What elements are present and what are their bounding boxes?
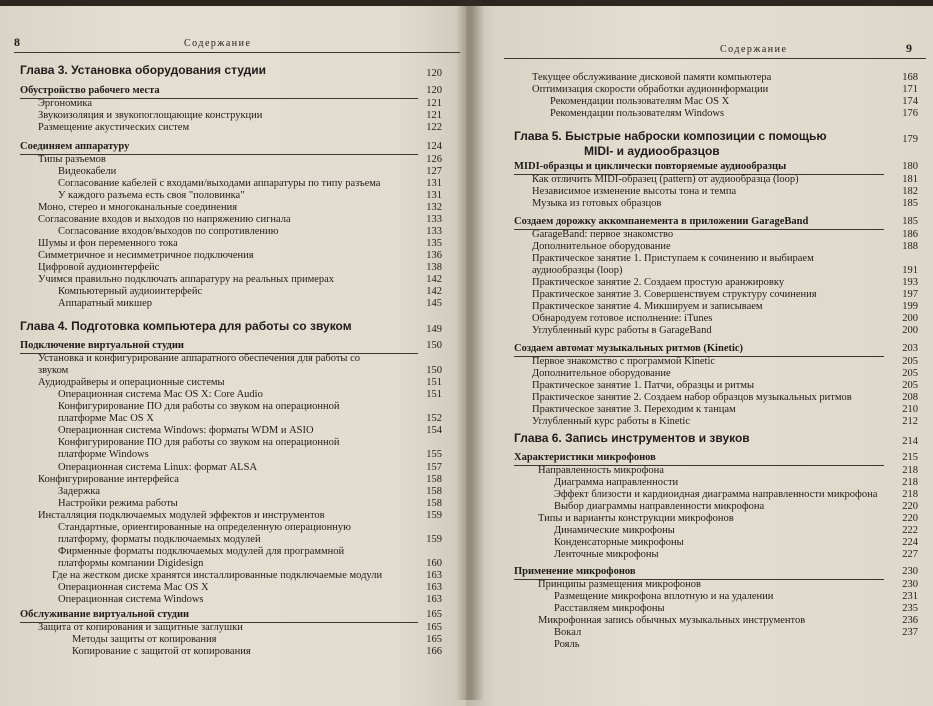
toc-item-title: Стандартные, ориентированные на определенную операционную: [58, 522, 351, 533]
toc-section-title: Создаем автомат музыкальных ритмов (Kinetic): [514, 343, 744, 354]
toc-page-number: 122: [426, 122, 442, 133]
toc-page-number: 176: [902, 108, 918, 119]
toc-item-title: Конфигурирование ПО для работы со звуком на операционной: [58, 437, 340, 448]
toc-page-number: 149: [426, 324, 442, 335]
toc-item-title: Практическое занятие 3. Переходим к танцам: [532, 404, 736, 415]
toc-page-number: 185: [902, 216, 918, 227]
toc-item-title: Диаграмма направленности: [554, 477, 679, 488]
toc-item-title: платформу, форматы подключаемых модулей: [58, 534, 261, 545]
toc-item-title: Конфигурирование интерфейса: [38, 474, 179, 485]
toc-item-title: Практическое занятие 2. Создаем простую аранжировку: [532, 277, 785, 288]
toc-page-number: 230: [902, 579, 918, 590]
toc-item-title: Динамические микрофоны: [554, 525, 675, 536]
toc-item-title: Операционная система Windows: форматы WDM и ASIO: [58, 425, 314, 436]
toc-item-title: Методы защиты от копирования: [72, 634, 217, 645]
toc-page-number: 158: [426, 486, 442, 497]
toc-item-title: Микрофонная запись обычных музыкальных инструментов: [538, 615, 806, 626]
toc-page-number: 220: [902, 513, 918, 524]
toc-item-title: Эргономика: [38, 98, 93, 109]
toc-page-number: 126: [426, 154, 442, 165]
toc-item-title: Практическое занятие 4. Микшируем и записываем: [532, 301, 763, 312]
toc-page-number: 133: [426, 226, 442, 237]
toc-item-title: Согласование входов/выходов по сопротивлению: [58, 226, 279, 237]
toc-page-number: 120: [426, 68, 442, 79]
toc-item-title: Где на жестком диске хранятся инсталлированные подключаемые модули: [52, 570, 383, 581]
page-number: 8: [14, 35, 20, 49]
toc-page-number: 181: [902, 174, 918, 185]
toc-item-title: Операционная система Mac OS X: [58, 582, 209, 593]
toc-page-number: 200: [902, 313, 918, 324]
toc-item-title: Размещение акустических систем: [38, 122, 190, 133]
toc-item-title: Дополнительное оборудование: [532, 368, 671, 379]
toc-page-number: 124: [426, 141, 442, 152]
toc-page-number: 145: [426, 298, 442, 309]
toc-item-title: Направленность микрофона: [538, 465, 664, 476]
toc-page-number: 205: [902, 380, 918, 391]
toc-page-number: 197: [902, 289, 918, 300]
toc-item-title: Аппаратный микшер: [58, 298, 152, 309]
toc-page-number: 237: [902, 627, 918, 638]
toc-page-number: 165: [426, 609, 442, 620]
toc-item-title: звуком: [38, 365, 69, 376]
toc-item-title: Операционная система Windows: [58, 594, 204, 605]
toc-page-number: 142: [426, 286, 442, 297]
toc-item-title: Цифровой аудиоинтерфейс: [38, 262, 160, 273]
toc-item-title: Звукоизоляция и звукопоглощающие конструкции: [38, 110, 263, 121]
toc-page-number: 135: [426, 238, 442, 249]
toc-page-number: 215: [902, 452, 918, 463]
toc-page-number: 138: [426, 262, 442, 273]
toc-page-number: 132: [426, 202, 442, 213]
toc-item-title: Компьютерный аудиоинтерфейс: [58, 286, 203, 297]
toc-page-number: 218: [902, 477, 918, 488]
toc-page-number: 193: [902, 277, 918, 288]
toc-page-number: 200: [902, 325, 918, 336]
toc-item-title: Рояль: [554, 639, 580, 650]
toc-page-number: 121: [426, 98, 442, 109]
toc-item-title: Моно, стерео и многоканальные соединения: [38, 202, 238, 213]
toc-page-number: 160: [426, 558, 442, 569]
toc-item-title: аудиообразцы (loop): [532, 265, 623, 276]
toc-item-title: Практическое занятие 1. Приступаем к сочинению и выбираем: [532, 253, 814, 264]
toc-page-number: 142: [426, 274, 442, 285]
toc-page-number: 157: [426, 462, 442, 473]
toc-page-number: 205: [902, 368, 918, 379]
toc-page-number: 158: [426, 474, 442, 485]
toc-page-number: 163: [426, 582, 442, 593]
toc-page-number: 133: [426, 214, 442, 225]
toc-page-number: 236: [902, 615, 918, 626]
running-header: Содержание: [720, 44, 788, 55]
toc-item-title: Копирование с защитой от копирования: [72, 646, 251, 657]
toc-page-number: 131: [426, 178, 442, 189]
toc-page-number: 185: [902, 198, 918, 209]
toc-item-title: Практическое занятие 2. Создаем набор образцов музыкальных ритмов: [532, 392, 852, 403]
toc-page-number: 165: [426, 634, 442, 645]
toc-item-title: платформе Windows: [58, 449, 149, 460]
toc-item-title: Дополнительное оборудование: [532, 241, 671, 252]
toc-page-number: 220: [902, 501, 918, 512]
toc-page-number: 131: [426, 190, 442, 201]
toc-page-number: 168: [902, 72, 918, 83]
toc-item-title: Практическое занятие 1. Патчи, образцы и ритмы: [532, 380, 755, 391]
toc-item-title: Защита от копирования и защитные заглушки: [38, 622, 243, 633]
toc-page-number: 191: [902, 265, 918, 276]
toc-page-number: 166: [426, 646, 442, 657]
toc-section-title: Создаем дорожку аккомпанемента в приложении GarageBand: [514, 216, 809, 227]
toc-item-title: Инсталляция подключаемых модулей эффектов и инструментов: [38, 510, 325, 521]
toc-page-number: 205: [902, 356, 918, 367]
toc-page-number: 186: [902, 229, 918, 240]
toc-item-title: Конфигурирование ПО для работы со звуком на операционной: [58, 401, 340, 412]
toc-item-title: Аудиодрайверы и операционные системы: [38, 377, 225, 388]
toc-page-number: 210: [902, 404, 918, 415]
toc-item-title: Рекомендации пользователям Windows: [550, 108, 725, 119]
toc-item-title: Установка и конфигурирование аппаратного обеспечения для работы со: [38, 353, 361, 364]
toc-item-title: Настройки режима работы: [58, 498, 178, 509]
toc-page-number: 171: [902, 84, 918, 95]
toc-item-title: платформы компании Digidesign: [58, 558, 204, 569]
toc-item-title: Музыка из готовых образцов: [532, 198, 662, 209]
toc-item-title: Шумы и фон переменного тока: [38, 238, 178, 249]
toc-page-number: 203: [902, 343, 918, 354]
toc-item-title: Симметричное и несимметричное подключения: [38, 250, 254, 261]
toc-item-title: Выбор диаграммы направленности микрофона: [554, 501, 765, 512]
toc-section-title: Применение микрофонов: [514, 566, 636, 577]
toc-page-number: 127: [426, 166, 442, 177]
toc-item-title: платформе Mac OS X: [58, 413, 154, 424]
toc-chapter-title: Глава 4. Подготовка компьютера для работы со звуком: [20, 319, 352, 333]
toc-page-number: 150: [426, 365, 442, 376]
toc-page-number: 235: [902, 603, 918, 614]
toc-page-number: 151: [426, 377, 442, 388]
toc-item-title: Типы разъемов: [38, 154, 106, 165]
left-page: [0, 6, 466, 706]
toc-page-number: 218: [902, 489, 918, 500]
toc-page-number: 230: [902, 566, 918, 577]
toc-page-number: 120: [426, 85, 442, 96]
toc-item-title: Текущее обслуживание дисковой памяти компьютера: [532, 72, 772, 83]
toc-chapter-title: MIDI- и аудиообразцов: [584, 144, 720, 158]
toc-page-number: 155: [426, 449, 442, 460]
toc-section-title: Характеристики микрофонов: [514, 452, 656, 463]
toc-page-number: 159: [426, 510, 442, 521]
toc-item-title: Углубленный курс работы в GarageBand: [532, 325, 712, 336]
toc-section-title: MIDI-образцы и циклически повторяемые аудиообразцы: [514, 161, 787, 172]
toc-item-title: Практическое занятие 3. Совершенствуем структуру сочинения: [532, 289, 817, 300]
toc-page-number: 150: [426, 340, 442, 351]
toc-page-number: 154: [426, 425, 442, 436]
toc-item-title: Оптимизация скорости обработки аудиоинформации: [532, 84, 769, 95]
toc-section-title: Подключение виртуальной студии: [20, 340, 184, 351]
toc-page-number: 182: [902, 186, 918, 197]
toc-item-title: Задержка: [58, 486, 101, 497]
toc-page-number: 152: [426, 413, 442, 424]
toc-item-title: GarageBand: первое знакомство: [532, 229, 674, 240]
toc-page-number: 224: [902, 537, 918, 548]
header-rule: [504, 58, 926, 59]
toc-section-title: Соединяем аппаратуру: [20, 141, 130, 152]
toc-item-title: Видеокабели: [58, 166, 117, 177]
toc-item-title: Углубленный курс работы в Kinetic: [532, 416, 691, 427]
toc-item-title: Операционная система Linux: формат ALSA: [58, 462, 258, 473]
toc-page-number: 227: [902, 549, 918, 560]
toc-item-title: Фирменные форматы подключаемых модулей для программной: [58, 546, 345, 557]
toc-item-title: Согласование кабелей с входами/выходами аппаратуры по типу разъема: [58, 178, 381, 189]
toc-item-title: Независимое изменение высоты тона и темпа: [532, 186, 737, 197]
toc-page-number: 163: [426, 594, 442, 605]
toc-page-number: 214: [902, 436, 918, 447]
toc-item-title: Принципы размещения микрофонов: [538, 579, 702, 590]
toc-section-title: Обустройство рабочего места: [20, 85, 160, 96]
toc-item-title: Типы и варианты конструкции микрофонов: [538, 513, 734, 524]
toc-page-number: 151: [426, 389, 442, 400]
toc-chapter-title: Глава 3. Установка оборудования студии: [20, 63, 266, 77]
toc-page-number: 165: [426, 622, 442, 633]
toc-page-number: 158: [426, 498, 442, 509]
toc-section-title: Обслуживание виртуальной студии: [20, 609, 190, 620]
toc-page-number: 163: [426, 570, 442, 581]
header-rule: [14, 52, 460, 53]
toc-chapter-title: Глава 5. Быстрые наброски композиции с помощью: [514, 129, 827, 143]
toc-chapter-title: Глава 6. Запись инструментов и звуков: [514, 431, 750, 445]
toc-item-title: Как отличить MIDI-образец (pattern) от аудиообразца (loop): [532, 174, 799, 185]
toc-page-number: 231: [902, 591, 918, 602]
toc-item-title: Эффект близости и кардиоидная диаграмма направленности микрофона: [554, 489, 878, 500]
toc-item-title: У каждого разъема есть своя "половинка": [58, 190, 245, 201]
toc-page-number: 208: [902, 392, 918, 403]
toc-item-title: Вокал: [554, 627, 582, 638]
toc-page-number: 199: [902, 301, 918, 312]
toc-item-title: Операционная система Mac OS X: Core Audio: [58, 389, 263, 400]
toc-item-title: Учимся правильно подключать аппаратуру на реальных примерах: [38, 274, 335, 285]
right-page: [466, 6, 933, 706]
toc-page-number: 174: [902, 96, 918, 107]
page-number: 9: [906, 41, 912, 55]
toc-page-number: 188: [902, 241, 918, 252]
toc-page-number: 121: [426, 110, 442, 121]
toc-page-number: 222: [902, 525, 918, 536]
toc-item-title: Ленточные микрофоны: [554, 549, 659, 560]
toc-item-title: Расставляем микрофоны: [554, 603, 665, 614]
running-header: Содержание: [184, 38, 252, 49]
toc-page-number: 136: [426, 250, 442, 261]
toc-page-number: 218: [902, 465, 918, 476]
toc-item-title: Конденсаторные микрофоны: [554, 537, 684, 548]
toc-item-title: Первое знакомство с программой Kinetic: [532, 356, 716, 367]
toc-page-number: 179: [902, 134, 918, 145]
toc-page-number: 159: [426, 534, 442, 545]
toc-item-title: Рекомендации пользователям Mac OS X: [550, 96, 730, 107]
toc-item-title: Размещение микрофона вплотную и на удалении: [554, 591, 774, 602]
toc-item-title: Обнародуем готовое исполнение: iTunes: [532, 313, 713, 324]
toc-item-title: Согласование входов и выходов по напряжению сигнала: [38, 214, 291, 225]
toc-page-number: 212: [902, 416, 918, 427]
toc-page-number: 180: [902, 161, 918, 172]
